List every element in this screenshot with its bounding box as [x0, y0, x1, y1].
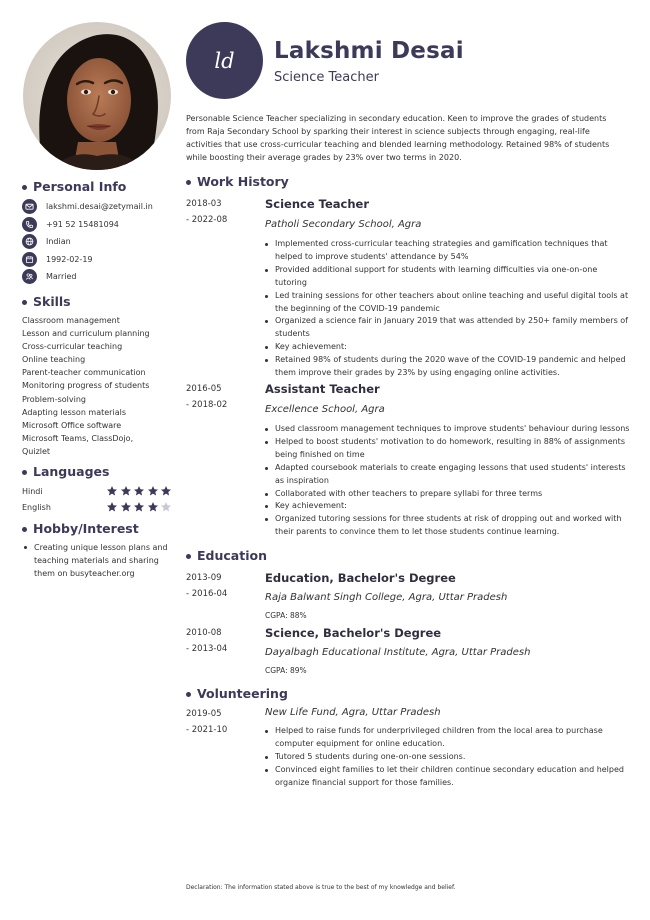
work-entry: [186, 381, 630, 539]
profile-summary: Personable Science Teacher specializing in secondary education. Keen to improve the grades of students from Raja Secondary School by sparking their interest in science subjects through engaging, real-life activities that use cross-curricular teaching and blended learning methodology. Retained 98% of students while boosting their average grades by 23% over two terms in 2020.: [186, 114, 610, 162]
bullet-item: Helped to boost students' motivation to do homework, resulting in 88% of assignments being finished on time: [265, 436, 630, 462]
work-history-heading: [186, 174, 630, 190]
skill-item: Monitoring progress of students: [22, 381, 150, 391]
star-filled-icon: [106, 485, 118, 497]
hobby-list: [22, 541, 172, 580]
bullet-item: Key achievement:: [265, 341, 630, 354]
languages-list: [22, 483, 172, 515]
star-filled-icon: [147, 485, 159, 497]
skills-list: [22, 314, 172, 458]
marital-row: [22, 268, 172, 285]
bullet-item: Helped to raise funds for underprivileged children from the local area to purchase computer equipment for online education.: [265, 725, 630, 751]
employer: Excellence School, Agra: [265, 403, 385, 415]
language-row: [22, 483, 172, 499]
calendar-icon: [22, 252, 37, 267]
date-end: - 2022-08: [186, 215, 228, 225]
personal-info-heading: [22, 179, 172, 195]
initials-logo: ld: [186, 22, 263, 99]
bullet-item: Led training sessions for other teachers about online teaching and useful digital tools at the beginning of the COVID-19 pandemic: [265, 290, 630, 316]
date-end: - 2016-04: [186, 589, 228, 600]
skill-item: Parent-teacher communication: [22, 368, 146, 378]
school-name: Raja Balwant Singh College, Agra, Uttar Pradesh: [265, 592, 508, 604]
full-name: Lakshmi Desai: [274, 37, 464, 64]
job-title: Assistant Teacher: [265, 381, 380, 396]
employer: Patholi Secondary School, Agra: [265, 219, 422, 230]
left-column: [22, 22, 172, 580]
email-icon: [22, 199, 37, 214]
entry-dates: [186, 706, 265, 790]
volunteering-entry: [186, 706, 630, 790]
date-start: 2010-08: [186, 628, 222, 639]
marital-value: Married: [46, 272, 77, 281]
language-row: [22, 499, 172, 515]
declaration: Declaration: The information stated above is true to the best of my knowledge and belief.: [186, 884, 456, 891]
bullet-item: Key achievement:: [265, 500, 630, 513]
bullet-dot: [22, 527, 27, 532]
job-role: Science Teacher: [274, 69, 379, 85]
email-value[interactable]: lakshmi.desai@zetymail.in: [46, 202, 153, 211]
entry-dates: [186, 196, 265, 380]
bullet-dot: [22, 300, 27, 305]
skill-item: Online teaching: [22, 355, 86, 365]
phone-icon: [22, 217, 37, 232]
education-entry: [186, 570, 630, 622]
language-name: English: [22, 502, 51, 512]
skill-item: Cross-curricular teaching: [22, 342, 123, 352]
nationality-row: [22, 233, 172, 250]
entry-body: [265, 706, 630, 790]
star-filled-icon: [160, 485, 172, 497]
work-history-title: Work History: [197, 174, 289, 189]
star-filled-icon: [120, 485, 132, 497]
responsibilities-list: [265, 238, 630, 380]
globe-icon: [22, 234, 37, 249]
rating-stars: [106, 485, 172, 497]
entry-dates: [186, 381, 265, 539]
organization: New Life Fund, Agra, Uttar Pradesh: [265, 707, 441, 719]
gpa-value: CGPA: 89%: [265, 666, 307, 676]
responsibilities-list: [265, 423, 630, 539]
gpa-value: CGPA: 88%: [265, 611, 307, 621]
profile-photo: [23, 22, 171, 170]
bullet-dot: [186, 554, 191, 559]
phone-value[interactable]: +91 52 15481094: [46, 219, 119, 229]
entry-body: [265, 196, 630, 380]
education-entry: [186, 625, 630, 677]
school-name: Dayalbagh Educational Institute, Agra, Uttar Pradesh: [265, 647, 531, 659]
personal-info-title: Personal Info: [33, 179, 127, 194]
date-end: - 2013-04: [186, 644, 228, 655]
portrait-illustration: [23, 22, 171, 170]
star-filled-icon: [106, 501, 118, 513]
entry-body: [265, 381, 630, 539]
bullet-item: Retained 98% of students during the 2020 wave of the COVID-19 pandemic and helped them improve their grades by 23% by using engaging online activities.: [265, 354, 630, 380]
hobby-heading: [22, 521, 172, 537]
bullet-item: Adapted coursebook materials to create engaging lessons that used students' interests as inspiration: [265, 462, 630, 488]
skills-heading: [22, 294, 172, 310]
people-icon: [22, 269, 37, 284]
job-title: Science Teacher: [265, 197, 369, 211]
education-heading: [186, 548, 630, 564]
bullet-item: Tutored 5 students during one-on-one sessions.: [265, 751, 630, 764]
star-filled-icon: [133, 485, 145, 497]
star-empty-icon: [160, 501, 172, 513]
skills-title: Skills: [33, 294, 71, 309]
birthdate-value: 1992-02-19: [46, 254, 93, 264]
languages-heading: [22, 464, 172, 480]
entry-body: [265, 570, 630, 622]
phone-row: [22, 216, 172, 233]
education-title: Education: [197, 548, 267, 564]
right-column: [186, 22, 630, 790]
bullet-dot: [186, 180, 191, 185]
birthdate-row: [22, 251, 172, 268]
entry-body: [265, 625, 630, 677]
entry-dates: [186, 625, 265, 677]
header: [186, 22, 630, 99]
bullet-dot: [22, 470, 27, 475]
skill-item: Microsoft Teams, ClassDojo,: [22, 433, 134, 443]
languages-title: Languages: [33, 464, 110, 480]
date-end: - 2021-10: [186, 725, 228, 736]
bullet-item: Organized tutoring sessions for three students at risk of dropping out and worked with their parents to convince them to let those students continue learning.: [265, 513, 630, 539]
skill-item: Quizlet: [22, 446, 51, 456]
volunteering-title: Volunteering: [197, 686, 288, 702]
star-filled-icon: [133, 501, 145, 513]
nationality-value: Indian: [46, 237, 71, 246]
skill-item: Microsoft Office software: [22, 420, 122, 430]
skill-item: Classroom management: [22, 316, 120, 325]
bullet-item: Organized a science fair in January 2019 that was attended by 250+ family members of students: [265, 315, 630, 341]
language-name: Hindi: [22, 486, 43, 496]
date-start: 2019-05: [186, 709, 222, 720]
work-entry: [186, 196, 630, 380]
email-row: [22, 198, 172, 215]
rating-stars: [106, 501, 172, 513]
bullet-dot: [186, 692, 191, 697]
bullet-item: Collaborated with other teachers to prepare syllabi for three terms: [265, 488, 630, 501]
date-start: 2018-03: [186, 199, 222, 209]
degree-title: Education, Bachelor's Degree: [265, 571, 456, 586]
skill-item: Problem-solving: [22, 394, 86, 404]
date-start: 2016-05: [186, 383, 222, 394]
bullet-item: Used classroom management techniques to improve students' behaviour during lessons: [265, 423, 630, 436]
personal-info-list: [22, 198, 172, 285]
degree-title: Science, Bachelor's Degree: [265, 626, 442, 641]
star-filled-icon: [120, 501, 132, 513]
skill-item: Lesson and curriculum planning: [22, 329, 150, 339]
volunteering-list: [265, 725, 630, 790]
hobby-item: Creating unique lesson plans and teaching materials and sharing them on busyteacher.org: [22, 541, 172, 580]
entry-dates: [186, 570, 265, 622]
skill-item: Adapting lesson materials: [22, 407, 126, 417]
bullet-dot: [22, 185, 27, 190]
date-end: - 2018-02: [186, 399, 228, 410]
bullet-item: Provided additional support for students with learning difficulties via one-on-one tutoring: [265, 264, 630, 290]
name-block: [274, 37, 464, 85]
date-start: 2013-09: [186, 573, 222, 584]
star-filled-icon: [147, 501, 159, 513]
hobby-title: Hobby/Interest: [33, 521, 139, 537]
bullet-item: Convinced eight families to let their children continue secondary education and helped organize financial support for those families.: [265, 764, 630, 790]
bullet-item: Implemented cross-curricular teaching strategies and gamification techniques that helped to improve students' attendance by 54%: [265, 238, 630, 264]
volunteering-heading: [186, 686, 630, 702]
